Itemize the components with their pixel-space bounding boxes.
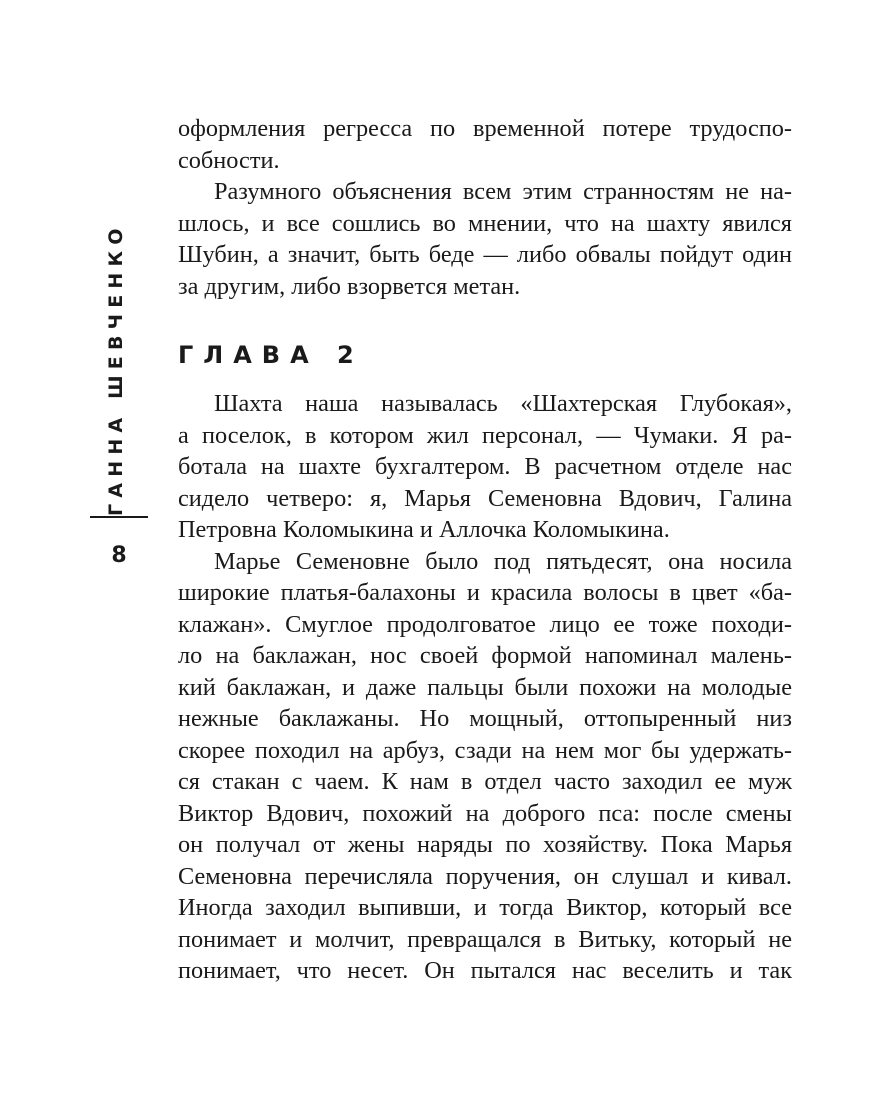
sidebar-divider [90, 516, 148, 518]
text-line: собности. [178, 146, 280, 174]
text-line: оформления регресса по временной потере трудоспо- [178, 115, 792, 142]
text-line: нежные баклажаны. Но мощный, оттопыренный низ [178, 705, 792, 732]
text-line: шлось, и все сошлись во мнении, что на шахту явился [178, 209, 792, 237]
text-line: Семеновна перечисляла поручения, он слушал и кивал. [178, 862, 792, 890]
chapter-heading: ГЛАВА 2 [178, 341, 364, 369]
text-line: ся стакан с чаем. К нам в отдел часто заходил ее муж [178, 768, 792, 795]
text-line: понимает, что несет. Он пытался нас веселить и так [178, 957, 792, 984]
text-line: Иногда заходил выпивши, и тогда Виктор, который все [178, 894, 792, 921]
text-line: ботала на шахте бухгалтером. В расчетном отделе нас [178, 453, 792, 480]
text-line: Петровна Коломыкина и Аллочка Коломыкина. [178, 516, 670, 543]
text-line: а поселок, в котором жил персонал, — Чумаки. Я ра- [178, 421, 792, 449]
text-line: Разумного объяснения всем этим странностям не на- [214, 178, 792, 205]
text-line: Марье Семеновне было под пятьдесят, она носила [214, 547, 792, 575]
text-line: он получал от жены наряды по хозяйству. Пока Марья [178, 831, 792, 858]
text-line: Виктор Вдович, похожий на доброго пса: после смены [178, 799, 792, 827]
text-block-main [178, 388, 792, 987]
text-line: за другим, либо взорвется метан. [178, 272, 521, 300]
text-line: понимает и молчит, превращался в Витьку, который не [178, 925, 792, 953]
text-line: сидело четверо: я, Марья Семеновна Вдович, Галина [178, 484, 792, 512]
page-number: 8 [111, 543, 127, 568]
text-line: скорее походил на арбуз, сзади на нем мог бы удержать- [178, 736, 792, 764]
text-line: Шахта наша называлась «Шахтерская Глубокая», [214, 390, 792, 417]
text-line: Шубин, а значит, быть беде — либо обвалы пойдут один [178, 241, 792, 268]
text-block-top [178, 113, 792, 302]
text-line: клажан». Смуглое продолговатое лицо ее тоже походи- [178, 610, 792, 638]
text-line: широкие платья-балахоны и красила волосы в цвет «ба- [178, 579, 792, 606]
running-head-author: ГАННА ШЕВЧЕНКО [105, 222, 127, 516]
text-line: кий баклажан, и даже пальцы были похожи на молодые [178, 673, 792, 701]
text-line: ло на баклажан, нос своей формой напоминал малень- [178, 642, 792, 669]
